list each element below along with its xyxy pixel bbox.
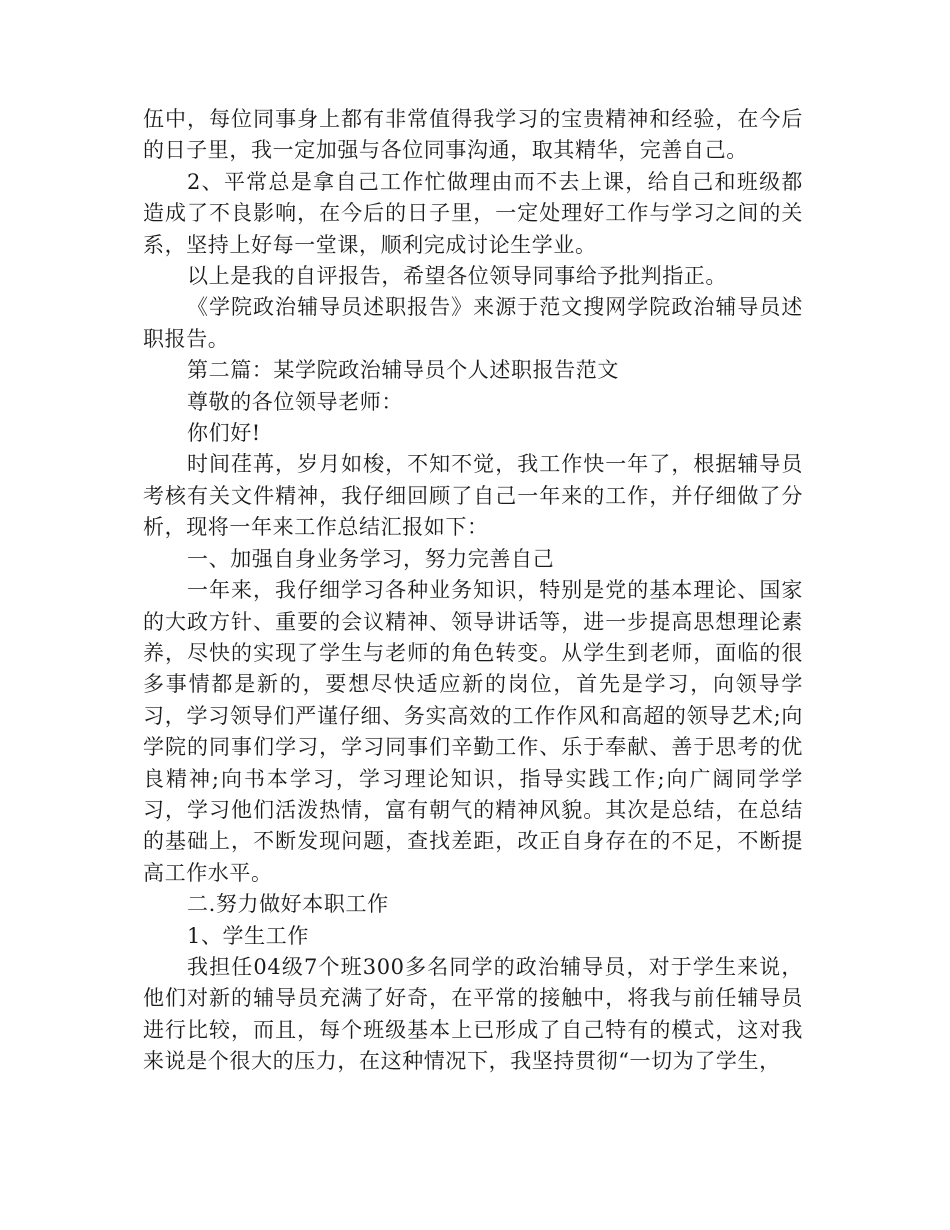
document-body xyxy=(143,104,803,1078)
subheading: 一、加强自身业务学习，努力完善自己 xyxy=(187,546,555,571)
paragraph: 时间荏苒，岁月如梭，不知不觉，我工作快一年了，根据辅导员考核有关文件精神，我仔细回顾了自己一年来的工作，并仔细做了分析，现将一年来工作总结汇报如下： xyxy=(143,452,803,540)
salutation: 尊敬的各位领导老师： xyxy=(187,389,403,414)
subheading: 二.努力做好本职工作 xyxy=(187,892,389,917)
paragraph: 以上是我的自评报告，希望各位领导同事给予批判指正。 xyxy=(187,264,727,289)
paragraph: 2、平常总是拿自己工作忙做理由而不去上课，给自己和班级都造成了不良影响，在今后的日子里，一定处理好工作与学习之间的关系，坚持上好每一堂课，顺利完成讨论生学业。 xyxy=(143,169,803,257)
greeting: 你们好! xyxy=(187,421,261,446)
paragraph: 伍中，每位同事身上都有非常值得我学习的宝贵精神和经验，在今后的日子里，我一定加强与各位同事沟通，取其精华，完善自己。 xyxy=(143,107,803,163)
paragraph: 《学院政治辅导员述职报告》来源于范文搜网学院政治辅导员述职报告。 xyxy=(143,295,803,351)
section-heading: 第二篇：某学院政治辅导员个人述职报告范文 xyxy=(187,358,619,383)
paragraph: 我担任04级7个班300多名同学的政治辅导员，对于学生来说，他们对新的辅导员充满了好奇，在平常的接触中，将我与前任辅导员进行比较，而且，每个班级基本上已形成了自己特有的模式，这对我来说是个很大的压力，在这种情况下，我坚持贯彻“一切为了学生， xyxy=(143,954,803,1074)
subheading: 1、学生工作 xyxy=(187,923,309,948)
paragraph: 一年来，我仔细学习各种业务知识，特别是党的基本理论、国家的大政方针、重要的会议精神、领导讲话等，进一步提高思想理论素养，尽快的实现了学生与老师的角色转变。从学生到老师，面临的很多事情都是新的，要想尽快适应新的岗位，首先是学习，向领导学习，学习领导们严谨仔细、务实高效的工作作风和高超的领导艺术;向学院的同事们学习，学习同事们辛勤工作、乐于奉献、善于思考的优良精神;向书本学习，学习理论知识，指导实践工作;向广阔同学学习，学习他们活泼热情，富有朝气的精神风貌。其次是总结，在总结的基础上，不断发现问题，查找差距，改正自身存在的不足，不断提高工作水平。 xyxy=(143,578,803,885)
